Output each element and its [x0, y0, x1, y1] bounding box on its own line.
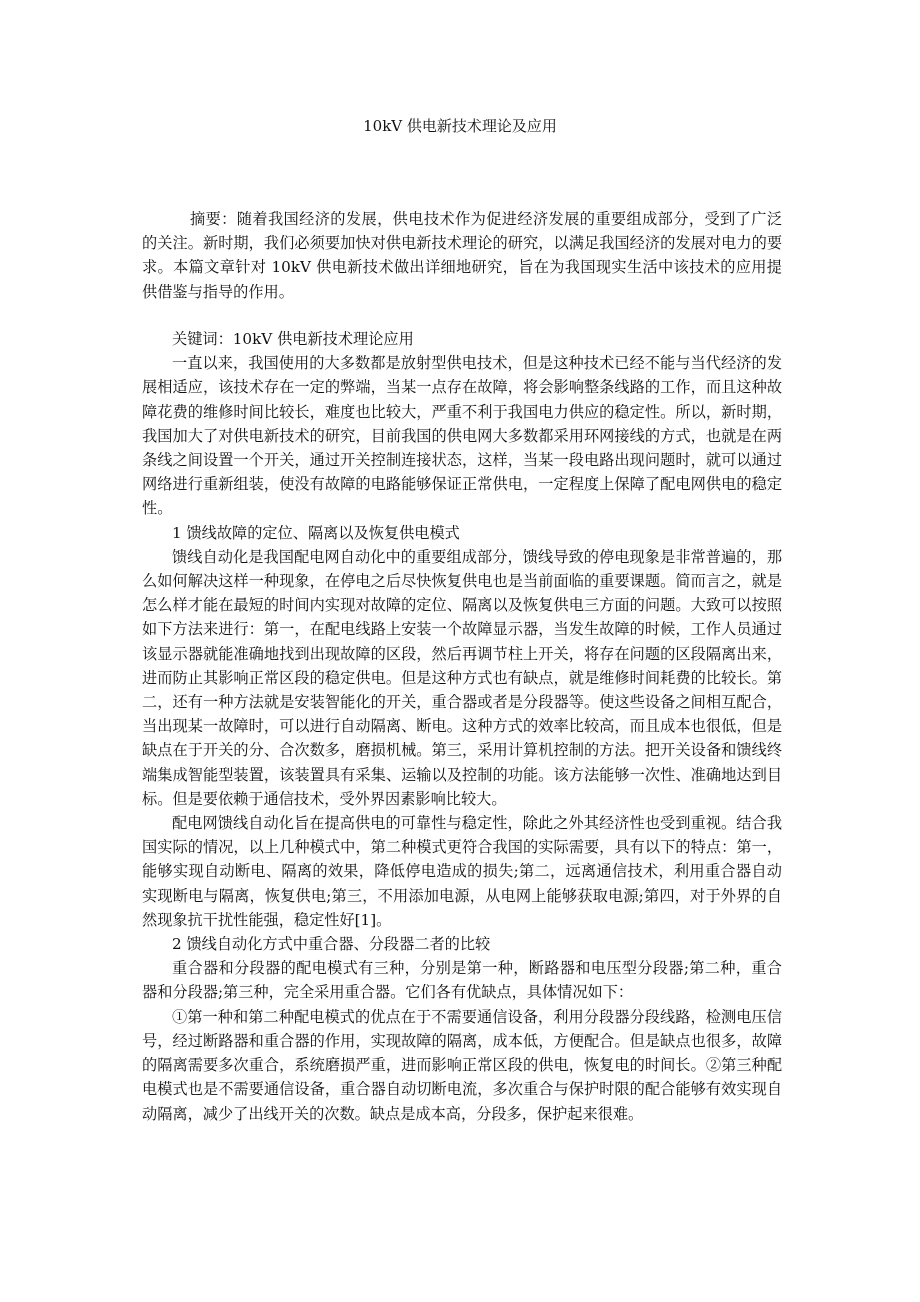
keywords-line: 关键词：10kV 供电新技术理论应用	[172, 330, 414, 348]
section-1-paragraph-2: 配电网馈线自动化旨在提高供电的可靠性与稳定性，除此之外其经济性也受到重视。结合我国实际的情况，以上几种模式中，第二种模式更符合我国的实际需要，具有以下的特点：第一，能够实现自动断电、隔离的效果，降低停电造成的损失;第二，远离通信技术，利用重合器自动实现断电与隔离，恢复供电;第三，不用添加电源，从电网上能够获取电源;第四，对于外界的自然现象抗干扰性能强，稳定性好[1]。	[142, 814, 782, 929]
document-title: 10kV 供电新技术理论及应用	[363, 117, 557, 135]
section-2-heading: 2 馈线自动化方式中重合器、分段器二者的比较	[172, 935, 491, 954]
section-2-paragraph-2: ①第一种和第二种配电模式的优点在于不需要通信设备，利用分段器分段线路，检测电压信号，经过断路器和重合器的作用，实现故障的隔离，成本低，方便配合。但是缺点也很多，故障的隔离需要多次重合，系统磨损严重，进而影响正常区段的供电，恢复电的时间长。②第三种配电模式也是不需要通信设备，重合器自动切断电流，多次重合与保护时限的配合能够有效实现自动隔离，减少了出线开关的次数。缺点是成本高，分段多，保护起来很难。	[142, 1007, 782, 1123]
section-2-paragraph-1: 重合器和分段器的配电模式有三种，分别是第一种，断路器和电压型分段器;第二种，重合器和分段器;第三种，完全采用重合器。它们各有优缺点，具体情况如下：	[142, 959, 782, 1002]
section-1-paragraph-1: 馈线自动化是我国配电网自动化中的重要组成部分，馈线导致的停电现象是非常普遍的，那么如何解决这样一种现象，在停电之后尽快恢复供电也是当前面临的重要课题。简而言之，就是怎么样才能在最短的时间内实现对故障的定位、隔离以及恢复供电三方面的问题。大致可以按照如下方法来进行：第一，在配电线路上安装一个故障显示器，当发生故障的时候，工作人员通过该显示器就能准确地找到出现故障的区段，然后再调节柱上开关，将存在问题的区段隔离出来，进而防止其影响正常区段的稳定供电。但是这种方式也有缺点，就是维修时间耗费的比较长。第二，还有一种方法就是安装智能化的开关，重合器或者是分段器等。使这些设备之间相互配合，当出现某一故障时，可以进行自动隔离、断电。这种方式的效率比较高，而且成本也很低，但是缺点在于开关的分、合次数多，磨损机械。第三，采用计算机控制的方法。把开关设备和馈线终端集成智能型装置，该装置具有采集、运输以及控制的功能。该方法能够一次性、准确地达到目标。但是要依赖于通信技术，受外界因素影响比较大。	[142, 547, 782, 808]
intro-paragraph: 一直以来，我国使用的大多数都是放射型供电技术，但是这种技术已经不能与当代经济的发展相适应，该技术存在一定的弊端，当某一点存在故障，将会影响整条线路的工作，而且这种故障花费的维修时间比较长，难度也比较大，严重不利于我国电力供应的稳定性。所以，新时期，我国加大了对供电新技术的研究，目前我国的供电网大多数都采用环网接线的方式，也就是在两条线之间设置一个开关，通过开关控制连接状态，这样，当某一段电路出现问题时，就可以通过网络进行重新组装，使没有故障的电路能够保证正常供电，一定程度上保障了配电网供电的稳定性。	[142, 354, 782, 518]
section-1-heading: 1 馈线故障的定位、隔离以及恢复供电模式	[172, 523, 460, 542]
abstract-block	[142, 207, 782, 304]
abstract-paragraph: 摘要：随着我国经济的发展，供电技术作为促进经济发展的重要组成部分，受到了广泛的关注。新时期，我们必须要加快对供电新技术理论的研究，以满足我国经济的发展对电力的要求。本篇文章针对 10kV 供电新技术做出详细地研究，旨在为我国现实生活中该技术的应用提供借鉴与指导的作用。	[142, 210, 782, 301]
body-block	[142, 327, 782, 1126]
